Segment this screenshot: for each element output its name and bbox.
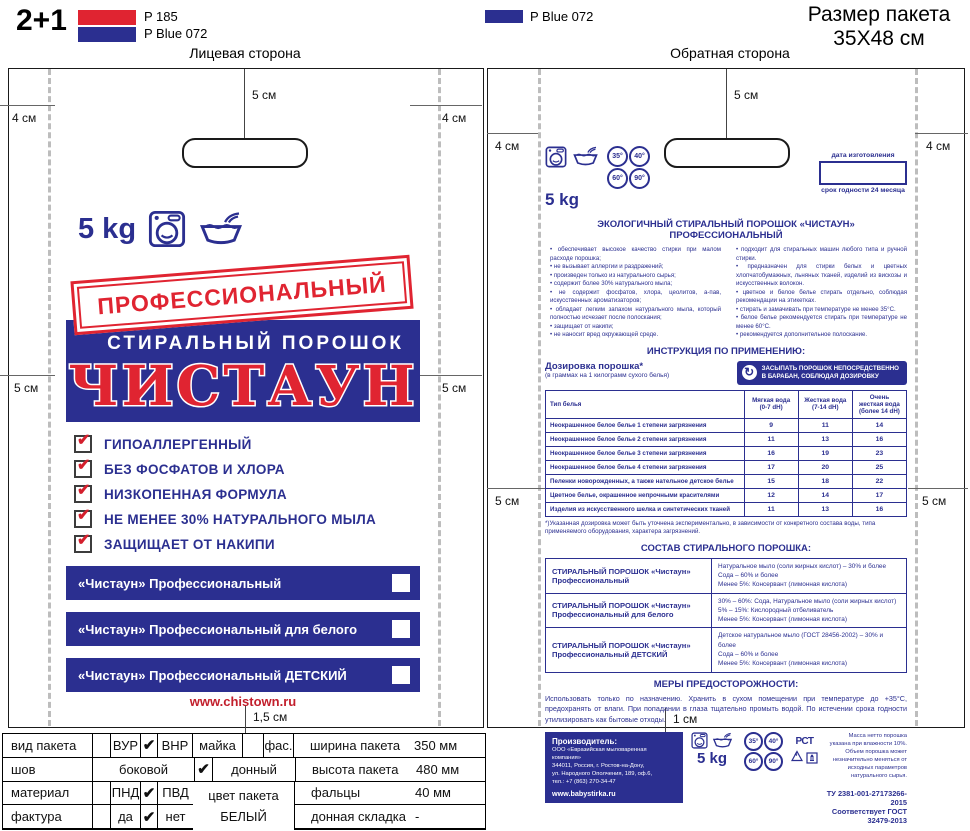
ingredient-line: Менее 5%: Консервант (лимонная кислота) — [718, 660, 847, 668]
temperature-icon: 90° — [764, 752, 783, 771]
option-label: фас. — [264, 734, 294, 757]
product-subtitle: СТИРАЛЬНЫЙ ПОРОШОК — [107, 333, 404, 354]
feature-label: БЕЗ ФОСФАТОВ И ХЛОРА — [104, 461, 285, 477]
checkmark-icon: ✔ — [141, 734, 158, 757]
spec-param-cell — [296, 758, 485, 781]
back-bottom-row — [545, 732, 907, 825]
pantone-blue2-label: P Blue 072 — [530, 9, 594, 24]
checkmark-icon: ✔ — [195, 758, 213, 781]
ingredient-line: Сода – 60% и более — [718, 571, 779, 579]
bullet-item: • подходит для стиральных машин любого типа и ручной стирки. — [731, 246, 907, 263]
option-checkbox-cell — [93, 782, 111, 805]
variant-banner — [66, 612, 420, 646]
net-weight-note: Масса нетто порошка указана при влажности 10%. Объем порошка может незначительно меняться от исходных параметров натурального сырья. — [829, 732, 907, 780]
variant-checkbox — [392, 666, 410, 684]
brand-name: ЧИСТАУН — [68, 355, 418, 417]
shelf-life-label: срок годности 24 месяца — [821, 187, 905, 194]
producer-line: 344011, Россия, г. Ростов-на-Дону, — [552, 763, 645, 770]
ingredient-line: Детское натуральное мыло (ГОСТ 28456-2002) – 30% и более — [718, 632, 884, 649]
dose-value-cell: 25 — [852, 460, 906, 474]
dimension-tick — [245, 705, 246, 733]
feature-item — [74, 509, 376, 529]
linen-type-cell: Неокрашенное белое белье 3 степени загрязнения — [546, 446, 745, 460]
instruction-title: ИНСТРУКЦИЯ ПО ПРИМЕНЕНИЮ: — [646, 345, 806, 357]
composition-title: СОСТАВ СТИРАЛЬНОГО ПОРОШКА: — [640, 542, 812, 554]
back-bottom-weight-block — [691, 732, 733, 767]
spec-row-label: фактура — [3, 805, 93, 828]
dose-value-cell: 17 — [852, 488, 906, 502]
option-label: нет — [165, 809, 186, 825]
spec-param-cell — [294, 734, 485, 757]
washing-machine-icon — [691, 732, 708, 749]
circular-arrow-icon: ↻ — [742, 365, 757, 380]
fold-line — [538, 69, 541, 726]
checkbox-icon — [74, 532, 92, 553]
temperature-icon: 40° — [629, 146, 650, 167]
checkmark-icon: ✔ — [77, 507, 91, 524]
spec-row-label: шов — [3, 758, 93, 781]
linen-type-cell: Цветное белье, окрашенное непрочными красителями — [546, 488, 745, 502]
dose-value-cell: 9 — [744, 418, 798, 432]
dimension-label: 4 см — [442, 111, 467, 125]
linen-type-cell: Неокрашенное белое белье 2 степени загрязнения — [546, 432, 745, 446]
bullet-item: • белое белье рекомендуется стирать при температуре не менее 60°С. — [731, 314, 907, 331]
dose-value-cell: 15 — [744, 474, 798, 488]
temperature-icon: 60° — [607, 168, 628, 189]
param-value: - — [415, 809, 420, 825]
front-side-label: Лицевая сторона — [189, 45, 301, 61]
dose-value-cell: 14 — [852, 418, 906, 432]
bullet-item: • не наносит вред окружающей среде. — [545, 331, 721, 340]
feature-label: НЕ МЕНЕЕ 30% НАТУРАЛЬНОГО МЫЛА — [104, 511, 377, 527]
ingredient-line: Менее 5%: Консервант (лимонная кислота) — [718, 581, 847, 589]
producer-line: ул. Народного Ополчения, 189, оф.6, — [552, 771, 653, 778]
brand-block — [66, 320, 420, 422]
bullet-item: • рекомендуется дополнительное полоскание. — [731, 331, 907, 340]
drum-dosage-badge — [737, 361, 907, 385]
back-main-content — [545, 219, 907, 825]
washing-machine-icon — [148, 210, 186, 248]
option-checkbox-cell — [93, 734, 111, 757]
option-label: ВНР — [158, 734, 193, 757]
hand-wash-icon — [198, 211, 244, 247]
option-label: майка — [193, 734, 243, 757]
linen-type-cell: Изделия из искусственного шелка и синтетических тканей — [546, 502, 745, 516]
dimension-tick — [0, 105, 55, 106]
feature-item — [74, 484, 287, 504]
website-link: www.chistown.ru — [189, 694, 297, 709]
table-row — [3, 758, 485, 782]
checkbox-icon — [74, 482, 92, 503]
ingredient-line: 5% – 15%: Кислородный отбеливатель — [718, 606, 834, 614]
dose-value-cell: 12 — [744, 488, 798, 502]
precautions-text: Использовать только по назначению. Хранить в сухом помещении при температуре до +35°С, предохранять от влаги. При попадании в глаза тщательно промыть водой. По истечении срока годности утилизировать как бытовые отходы. — [545, 693, 907, 725]
ingredients-cell — [712, 628, 907, 672]
dimension-label: 1,5 см — [253, 710, 288, 724]
back-side-label: Обратная сторона — [670, 45, 790, 61]
temperature-icon: 35° — [607, 146, 628, 167]
brand-logo — [67, 355, 419, 417]
bullets-left-column — [545, 246, 721, 340]
variant-label: «Чистаун» Профессиональный — [78, 575, 282, 591]
table-header-row — [546, 390, 907, 418]
dosage-title: Дозировка порошка* — [545, 360, 644, 372]
composition-table — [545, 558, 907, 673]
bag-size-block — [790, 3, 968, 51]
param-value: 480 мм — [416, 761, 460, 777]
dose-value-cell: 16 — [852, 502, 906, 516]
producer-box — [545, 732, 683, 804]
dimension-label: 4 см — [12, 111, 37, 125]
temperature-icon: 40° — [764, 732, 783, 751]
dimension-label: 5 см — [495, 494, 520, 508]
feature-label: НИЗКОПЕННАЯ ФОРМУЛА — [104, 486, 287, 502]
dose-value-cell: 14 — [798, 488, 852, 502]
dose-value-cell: 18 — [798, 474, 852, 488]
option-label: да — [111, 805, 141, 828]
recycle-triangle-icon — [791, 749, 803, 767]
dosage-footnote: *)Указанная дозировка может быть уточнена экспериментально, в зависимости от конкретного состава воды, типа применяемого оборудования, характера загрязнений. — [545, 519, 876, 536]
tu-number: ТУ 2381-001-27173266-2015 — [826, 788, 907, 807]
dimension-tick — [0, 375, 55, 376]
bullet-item: • произведен только из натурального сырья; — [545, 272, 721, 281]
bag-spec-table — [2, 733, 486, 830]
param-value: 350 мм — [414, 737, 458, 753]
dispose-properly-icon — [806, 752, 818, 764]
badge-line2: В БАРАБАН, СОБЛЮДАЯ ДОЗИРОВКУ — [761, 372, 879, 380]
dose-value-cell: 13 — [798, 432, 852, 446]
temperature-icon: 90° — [629, 168, 650, 189]
dose-value-cell: 11 — [798, 418, 852, 432]
spec-param-cell — [295, 782, 485, 805]
bag-size-title: Размер пакета — [807, 3, 951, 26]
certification-icons — [791, 736, 818, 767]
front-handle-cutout — [182, 138, 308, 168]
bullet-item: • не вызывает аллергии и раздражений; — [545, 263, 721, 272]
column-header: Мягкая вода (0-7 dH) — [744, 390, 798, 418]
column-header: Очень жесткая вода (более 14 dH) — [852, 390, 906, 418]
product-name-cell: СТИРАЛЬНЫЙ ПОРОШОК «Чистаун» Профессиональный — [546, 558, 712, 593]
date-field — [819, 161, 907, 185]
bullet-item: • стирать и замачивать при температуре не менее 35°С. — [731, 306, 907, 315]
pantone-blue2-swatch — [485, 10, 523, 23]
dimension-tick — [726, 69, 727, 138]
temperature-grid — [744, 732, 783, 771]
dimension-label: 5 см — [734, 88, 759, 102]
checkmark-icon: ✔ — [77, 482, 91, 499]
professional-stamp-text: ПРОФЕССИОНАЛЬНЫЙ — [77, 261, 407, 329]
dimension-tick — [244, 69, 245, 138]
dose-value-cell: 23 — [852, 446, 906, 460]
dimension-tick — [487, 133, 538, 134]
promo-label: 2+1 — [16, 4, 67, 37]
dosage-header — [545, 361, 907, 385]
temperature-icon: 35° — [744, 732, 763, 751]
table-row — [546, 488, 907, 502]
rst-certification-icon: РСТ — [795, 735, 814, 747]
back-notes-block — [826, 732, 907, 825]
recycle-code: 4 — [794, 751, 798, 758]
variant-label: «Чистаун» Профессиональный ДЕТСКИЙ — [78, 667, 347, 683]
temperature-icon: 60° — [744, 752, 763, 771]
param-value: 40 мм — [415, 785, 451, 801]
bag-color-label: цвет пакета — [208, 788, 279, 803]
dimension-label: 5 см — [442, 381, 467, 395]
producer-line: тел.: +7 (863) 270-34-47 — [552, 779, 616, 786]
table-row — [546, 628, 907, 672]
dimension-label: 5 см — [922, 494, 947, 508]
producer-website: www.babystirka.ru — [552, 789, 616, 799]
checkmark-icon: ✔ — [141, 782, 158, 805]
variant-banner — [66, 658, 420, 692]
dose-value-cell: 16 — [852, 432, 906, 446]
dose-value-cell: 11 — [744, 432, 798, 446]
eco-title: ЭКОЛОГИЧНЫЙ СТИРАЛЬНЫЙ ПОРОШОК «ЧИСТАУН» ПРОФЕССИОНАЛЬНЫЙ — [597, 219, 855, 241]
badge-line1: ЗАСЫПАТЬ ПОРОШОК НЕПОСРЕДСТВЕННО — [761, 364, 899, 372]
pantone-red-swatch — [78, 10, 136, 25]
fold-line — [438, 69, 441, 726]
bullet-item: • обеспечивает высокое качество стирки при малом расходе порошка; — [545, 246, 721, 263]
bag-color-value: БЕЛЫЙ — [220, 809, 267, 824]
bullet-item: • предназначен для стирки белых и цветных хлопчатобумажных, льняных тканей, изделий из вискозы и искусственных волокон. — [731, 263, 907, 289]
table-row — [546, 474, 907, 488]
option-label: ПВД — [162, 785, 189, 801]
feature-label: ЗАЩИЩАЕТ ОТ НАКИПИ — [104, 536, 275, 552]
fold-line — [915, 69, 918, 726]
checkbox-icon — [74, 432, 92, 453]
ingredient-line: Менее 5%: Консервант (лимонная кислота) — [718, 616, 847, 624]
front-weight-row — [78, 210, 244, 248]
dimension-tick — [410, 105, 482, 106]
bullet-item: • защищает от накипи; — [545, 323, 721, 332]
weight-label: 5 kg — [545, 190, 580, 209]
dimension-tick — [908, 488, 968, 489]
param-label: донная складка — [311, 809, 406, 825]
dimension-label: 4 см — [495, 139, 520, 153]
dimension-label: 5 см — [252, 88, 277, 102]
variant-checkbox — [392, 620, 410, 638]
checkmark-icon: ✔ — [77, 432, 91, 449]
dose-value-cell: 16 — [744, 446, 798, 460]
table-row — [546, 593, 907, 628]
column-header: Жесткая вода (7-14 dH) — [798, 390, 852, 418]
param-label: фальцы — [311, 785, 361, 801]
param-label: ширина пакета — [310, 737, 401, 753]
dose-value-cell: 19 — [798, 446, 852, 460]
ingredients-cell — [712, 593, 907, 628]
table-row — [3, 734, 485, 758]
bag-size-value: 35X48 см — [833, 27, 925, 50]
option-label: боковой — [93, 758, 195, 781]
pantone-blue-swatch — [78, 27, 136, 42]
product-name-cell: СТИРАЛЬНЫЙ ПОРОШОК «Чистаун» Профессиональный для белого — [546, 593, 712, 628]
badge-text — [762, 365, 899, 381]
producer-title: Производитель: — [552, 736, 618, 746]
precautions-title: МЕРЫ ПРЕДОСТОРОЖНОСТИ: — [653, 678, 799, 690]
variant-label: «Чистаун» Профессиональный для белого — [78, 621, 358, 637]
linen-type-cell: Неокрашенное белое белье 4 степени загрязнения — [546, 460, 745, 474]
pantone-red-label: P 185 — [144, 9, 178, 24]
dose-value-cell: 22 — [852, 474, 906, 488]
bag-color-cell — [193, 782, 295, 830]
ingredient-line: 30% – 60%: Сода, Натуральное мыло (соли жирных кислот) — [718, 597, 897, 605]
dose-value-cell: 20 — [798, 460, 852, 474]
pantone-blue-label: P Blue 072 — [144, 26, 208, 41]
variant-checkbox — [392, 574, 410, 592]
table-row — [546, 502, 907, 516]
bullets-right-column — [731, 246, 907, 340]
weight-label: 5 kg — [78, 212, 137, 245]
table-row — [546, 460, 907, 474]
dosage-subtitle: (в граммах на 1 килограмм сухого белья) — [545, 371, 670, 379]
washing-machine-icon — [545, 146, 567, 168]
hand-wash-icon — [572, 146, 599, 167]
checkmark-icon: ✔ — [77, 532, 91, 549]
bullet-item: • цветное и белое белье стирать отдельно, соблюдая рекомендации на этикетках. — [731, 289, 907, 306]
dose-value-cell: 13 — [798, 502, 852, 516]
dimension-label: 5 см — [14, 381, 39, 395]
dosage-table — [545, 390, 907, 517]
back-top-row — [545, 146, 907, 210]
linen-type-cell: Пеленки новорожденных, а также нательное детское белье — [546, 474, 745, 488]
bullet-item: • обладает легким запахом натурального мыла, который полностью исчезает после полоскания; — [545, 306, 721, 323]
bullet-item: • не содержит фосфатов, хлора, цеолитов, а-пав, искусственных ароматизаторов; — [545, 289, 721, 306]
dimension-label: 1 см — [673, 712, 698, 726]
dimension-tick — [410, 375, 482, 376]
description-bullets — [545, 246, 907, 340]
temperature-grid — [607, 146, 650, 189]
dimension-tick — [915, 133, 968, 134]
column-header: Тип белья — [546, 390, 745, 418]
feature-item — [74, 434, 252, 454]
producer-line: ООО «Евразийская мыловаренная компания» — [552, 746, 647, 761]
bullet-item: • содержит более 30% натурального мыла; — [545, 280, 721, 289]
spec-row-label: вид пакета — [3, 734, 93, 757]
dosage-title-block — [545, 361, 669, 379]
option-checkbox-cell — [243, 734, 264, 757]
option-label: донный — [213, 758, 296, 781]
fold-line — [48, 69, 51, 726]
dimension-label: 4 см — [926, 139, 951, 153]
weight-label: 5 kg — [696, 749, 727, 767]
manufacture-date-block — [819, 152, 907, 210]
checkmark-icon: ✔ — [77, 457, 91, 474]
table-row — [546, 446, 907, 460]
feature-item — [74, 534, 275, 554]
option-label: ПНД — [111, 782, 141, 805]
checkbox-icon — [74, 457, 92, 478]
checkbox-icon — [74, 507, 92, 528]
table-row — [546, 432, 907, 446]
dose-value-cell: 17 — [744, 460, 798, 474]
spec-row-label: материал — [3, 782, 93, 805]
product-name-cell: СТИРАЛЬНЫЙ ПОРОШОК «Чистаун» Профессиональный ДЕТСКИЙ — [546, 628, 712, 672]
checkmark-icon: ✔ — [141, 805, 158, 828]
ingredient-line: Сода – 60% и более — [718, 650, 779, 658]
option-label: ВУР — [111, 734, 141, 757]
gost-number: Соответствует ГОСТ 32479-2013 — [831, 806, 907, 825]
back-weight-block — [545, 146, 650, 210]
param-label: высота пакета — [312, 761, 399, 777]
ingredients-cell — [712, 558, 907, 593]
linen-type-cell: Неокрашенное белое белье 1 степени загрязнения — [546, 418, 745, 432]
spec-param-cell — [295, 805, 485, 828]
table-row — [546, 418, 907, 432]
table-row — [546, 558, 907, 593]
dose-value-cell: 11 — [744, 502, 798, 516]
date-label: дата изготовления — [831, 152, 895, 159]
hand-wash-icon — [712, 732, 733, 749]
option-checkbox-cell — [93, 805, 111, 828]
variant-banner — [66, 566, 420, 600]
ingredient-line: Натуральное мыло (соли жирных кислот) – 30% и более — [718, 562, 887, 570]
feature-item — [74, 459, 285, 479]
feature-label: ГИПОАЛЛЕРГЕННЫЙ — [104, 436, 252, 452]
